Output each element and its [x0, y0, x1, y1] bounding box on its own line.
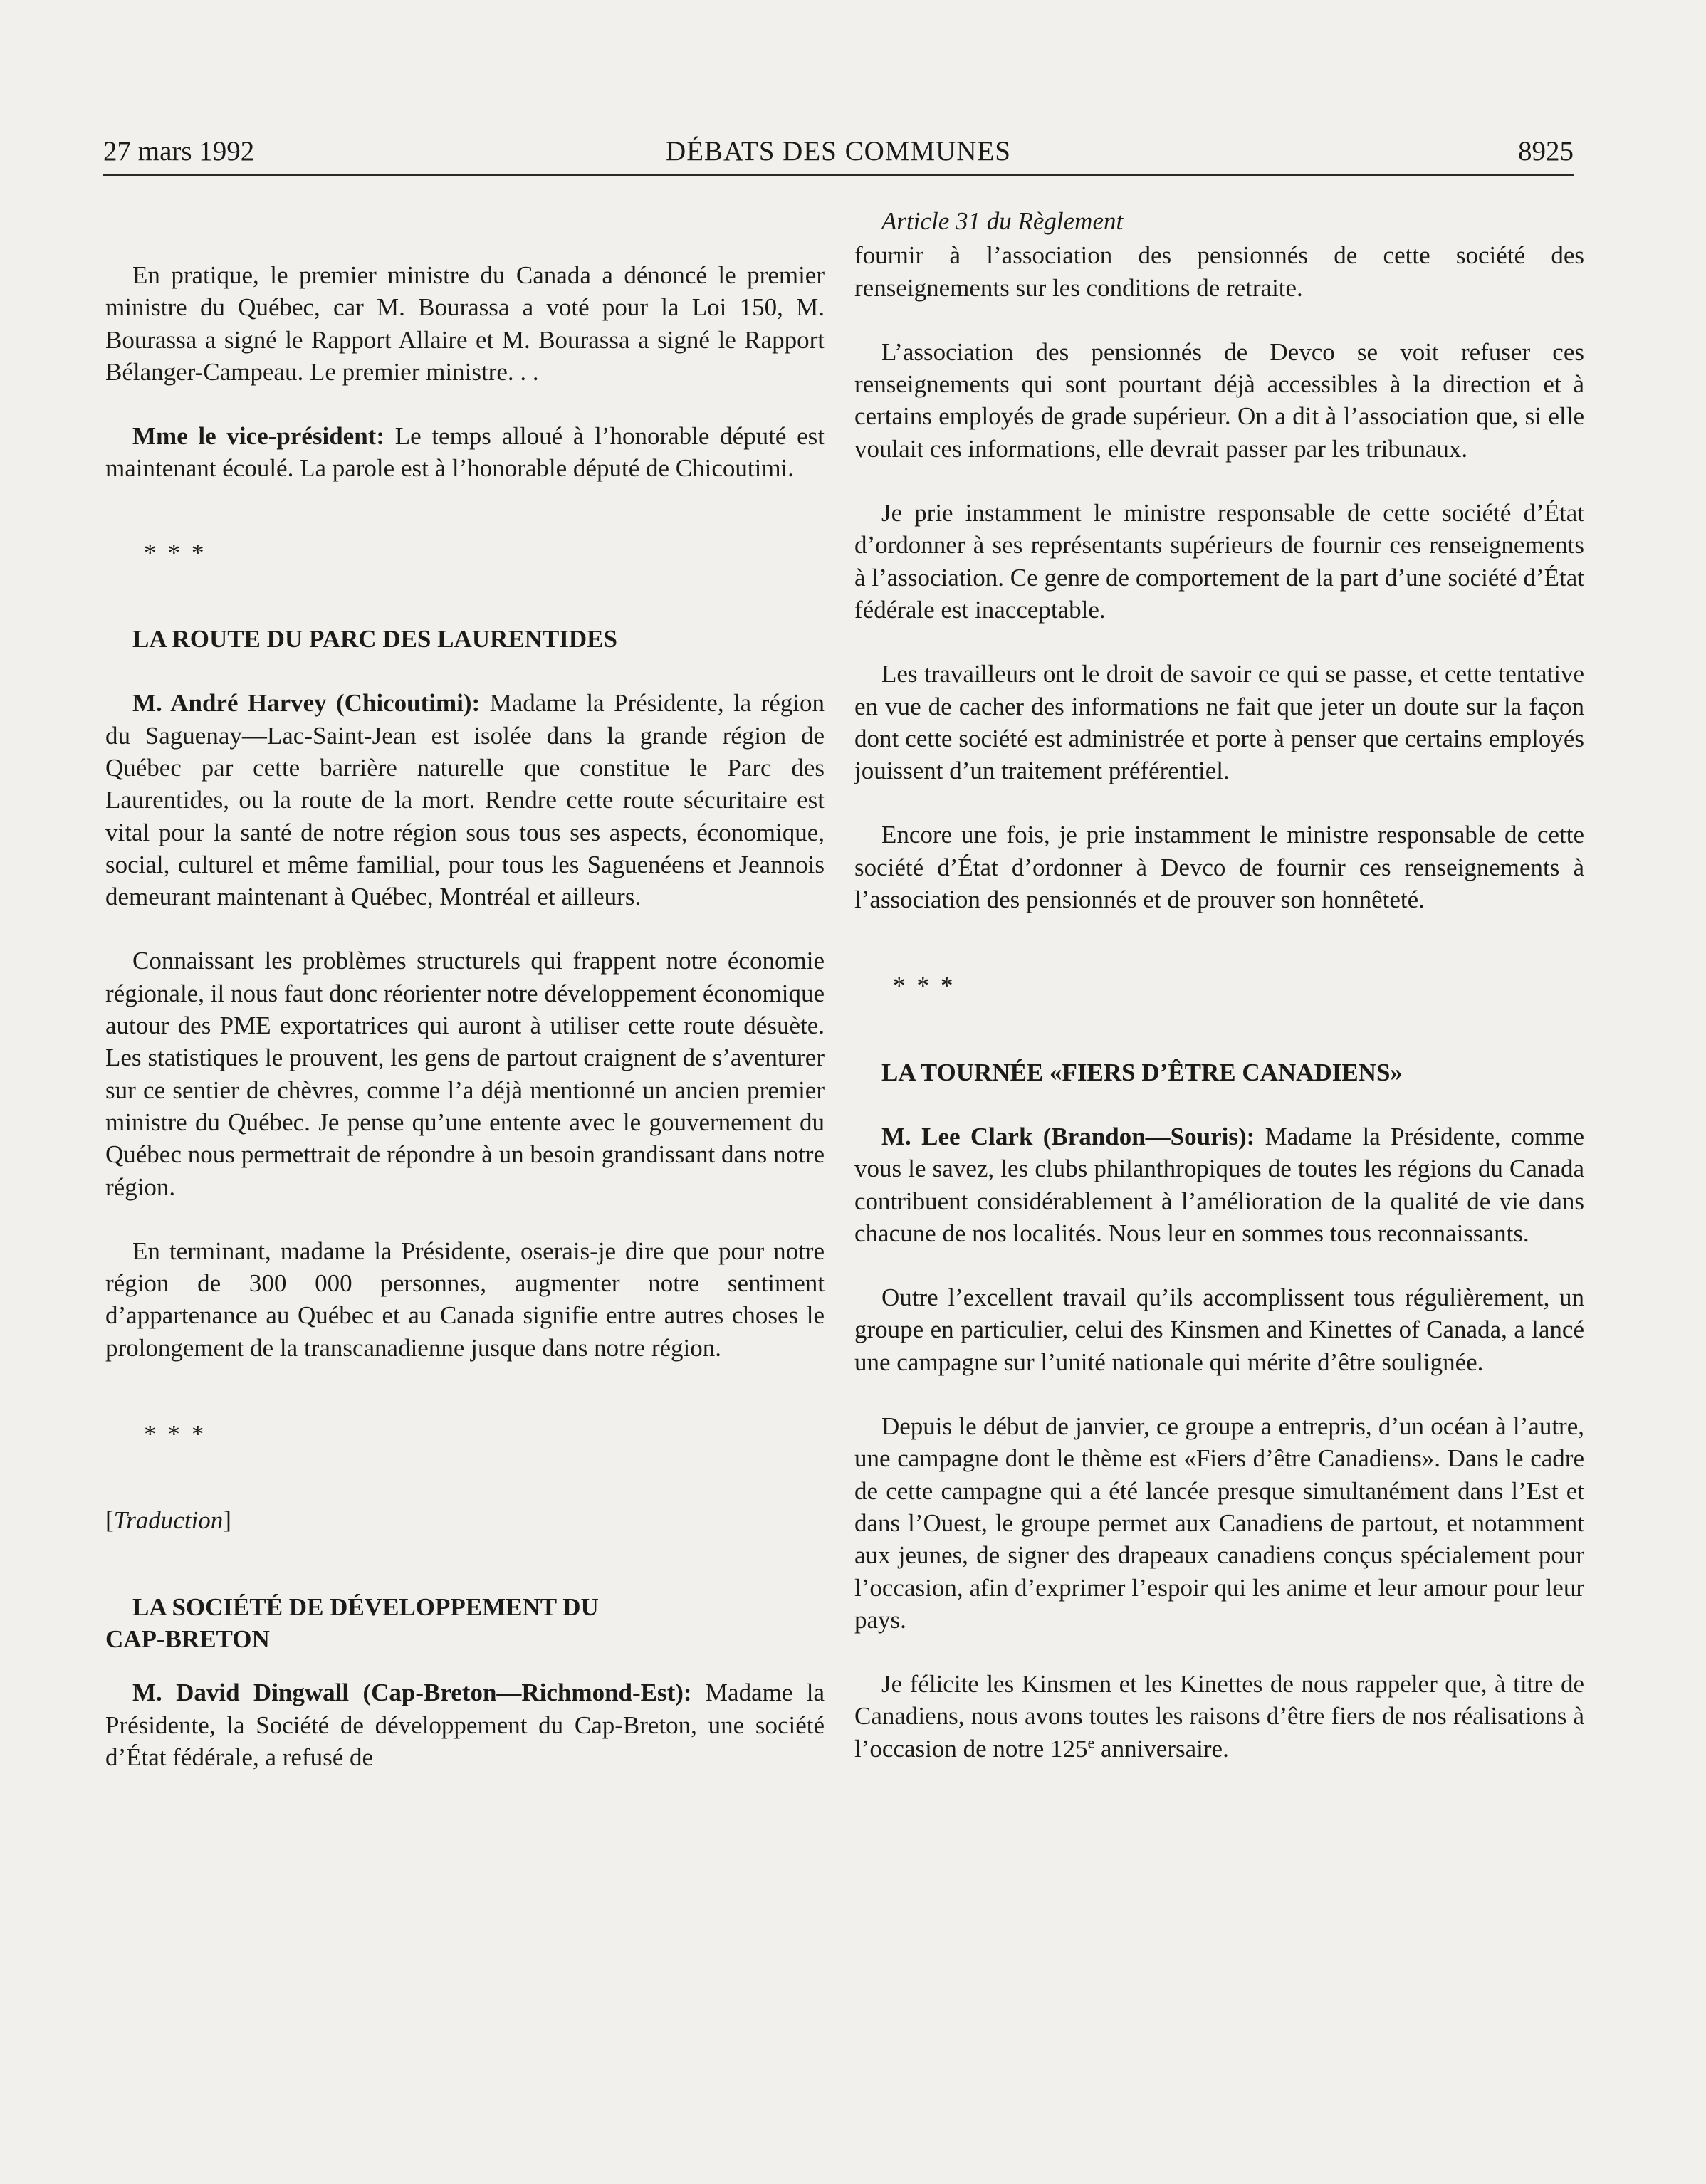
- speaker-name: Mme le vice-président:: [132, 422, 384, 451]
- section-separator: ***: [893, 972, 965, 1000]
- section-heading: LA ROUTE DU PARC DES LAURENTIDES: [132, 625, 617, 653]
- rubric-heading: Article 31 du Règlement: [881, 207, 1124, 235]
- paragraph: [105, 687, 825, 913]
- speaker-name: M. David Dingwall (Cap-Breton—Richmond-Est):: [132, 1679, 692, 1707]
- section-heading: LA SOCIÉTÉ DE DÉVELOPPEMENT DU CAP-BRETON: [105, 1592, 599, 1653]
- paragraph: Les travailleurs ont le droit de savoir ce qui se passe, et cette tentative en vue de cacher des informations ne fait que jeter un doute sur la façon dont cette société est administrée et porte à penser que certains employés jouissent d’un traitement préférentiel.: [854, 660, 1584, 785]
- paragraph: [854, 1120, 1584, 1249]
- header-page-number: 8925: [1518, 136, 1574, 167]
- speech-text: Le temps alloué à l’honorable député est maintenant écoulé. La parole est à l’honorable député de Chicoutimi.: [105, 422, 825, 483]
- header-publication-title: DÉBATS DES COMMUNES: [666, 136, 1011, 167]
- paragraph: Connaissant les problèmes structurels qui frappent notre économie régionale, il nous faut donc réorienter notre développement économique autour des PME exportatrices qui auront à utiliser cette route désuète. Les statistiques le prouvent, les gens de partout craignent de s’aventurer sur ce sentier de chèvres, comme l’a déjà mentionné un ancien premier ministre du Québec. Je pense qu’une entente avec le gouvernement du Québec nous permettrait de répondre à un besoin grandissant dans notre région.: [105, 947, 825, 1201]
- paragraph: Encore une fois, je prie instamment le ministre responsable de cette société d’État d’ordonner à Devco de fournir ces renseignements à l’association des pensionnés et de prouver son honnêteté.: [854, 821, 1584, 914]
- speech-text: Madame la Présidente, la région du Saguenay—Lac-Saint-Jean est isolée dans la grande région de Québec par cette barrière naturelle que constitue le Parc des Laurentides, ou la route de la mort. Rendre cette route sécuritaire est vital pour la santé de notre région sous tous ses aspects, économique, social, culturel et même familial, pour tous les Saguenéens et Jeannois demeurant maintenant à Québec, Montréal et ailleurs.: [105, 689, 825, 911]
- paragraph: Depuis le début de janvier, ce groupe a entrepris, d’un océan à l’autre, une campagne dont le thème est «Fiers d’être Canadiens». Dans le cadre de cette campagne qui a été lancée presque simultanément dans l’Est et dans l’Ouest, le groupe permet aux Canadiens de partout, et notamment aux jeunes, de signer des drapeaux canadiens conçus spécialement pour l’occasion, afin d’exprimer l’espoir qui les anime et leur amour pour leur pays.: [854, 1412, 1584, 1634]
- paragraph: Je prie instamment le ministre responsable de cette société d’État d’ordonner à ses représentants supérieurs de fournir ces renseignements à l’association. Ce genre de comportement de la part d’une société d’État fédérale est inacceptable.: [854, 499, 1584, 624]
- running-header: [103, 130, 1574, 176]
- speech-text: Madame la Présidente, comme vous le savez, les clubs philanthropiques de toutes les régions du Canada contribuent considérablement à l’amélioration de la qualité de vie dans chacune de nos localités. Nous leur en sommes tous reconnaissants.: [854, 1122, 1584, 1247]
- speech-text: Madame la Présidente, la Société de développement du Cap-Breton, une société d’État fédérale, a refusé de: [105, 1679, 825, 1771]
- speaker-name: M. Lee Clark (Brandon—Souris):: [881, 1122, 1255, 1150]
- paragraph: [105, 1676, 825, 1773]
- paragraph: Outre l’excellent travail qu’ils accomplissent tous régulièrement, un groupe en particulier, celui des Kinsmen and Kinettes of Canada, a lancé une campagne sur l’unité nationale qui mérite d’être soulignée.: [854, 1283, 1584, 1376]
- right-column: [854, 205, 1584, 1765]
- paragraph: En pratique, le premier ministre du Canada a dénoncé le premier ministre du Québec, car M. Bourassa a voté pour la Loi 150, M. Bourassa a signé le Rapport Allaire et M. Bourassa a signé le Rapport Bélanger-Campeau. Le premier ministre. . .: [105, 261, 825, 386]
- translation-note: [Traduction]: [105, 1506, 231, 1535]
- section-separator: ***: [144, 1420, 216, 1449]
- left-column: [105, 205, 825, 1773]
- speaker-name: M. André Harvey (Chicoutimi):: [132, 689, 481, 718]
- paragraph: En terminant, madame la Présidente, oserais-je dire que pour notre région de 300 000 personnes, augmenter notre sentiment d’appartenance au Québec et au Canada signifie entre autres choses le prolongement de la transcanadienne jusque dans notre région.: [105, 1237, 825, 1362]
- paragraph: Je félicite les Kinsmen et les Kinettes de nous rappeler que, à titre de Canadiens, nous avons toutes les raisons d’être fiers de nos réalisations à l’occasion de notre 125e anniversaire.: [854, 1670, 1584, 1763]
- paragraph: L’association des pensionnés de Devco se voit refuser ces renseignements qui sont pourtant déjà accessibles à la direction et à certains employés de grade supérieur. On a dit à l’association que, si elle voulait ces informations, elle devrait passer par les tribunaux.: [854, 337, 1584, 463]
- paragraph: [105, 420, 825, 485]
- section-heading: LA TOURNÉE «FIERS D’ÊTRE CANADIENS»: [881, 1058, 1403, 1086]
- paragraph: fournir à l’association des pensionnés de cette société des renseignements sur les conditions de retraite.: [854, 241, 1584, 302]
- header-date: 27 mars 1992: [103, 136, 255, 167]
- section-separator: ***: [144, 538, 216, 567]
